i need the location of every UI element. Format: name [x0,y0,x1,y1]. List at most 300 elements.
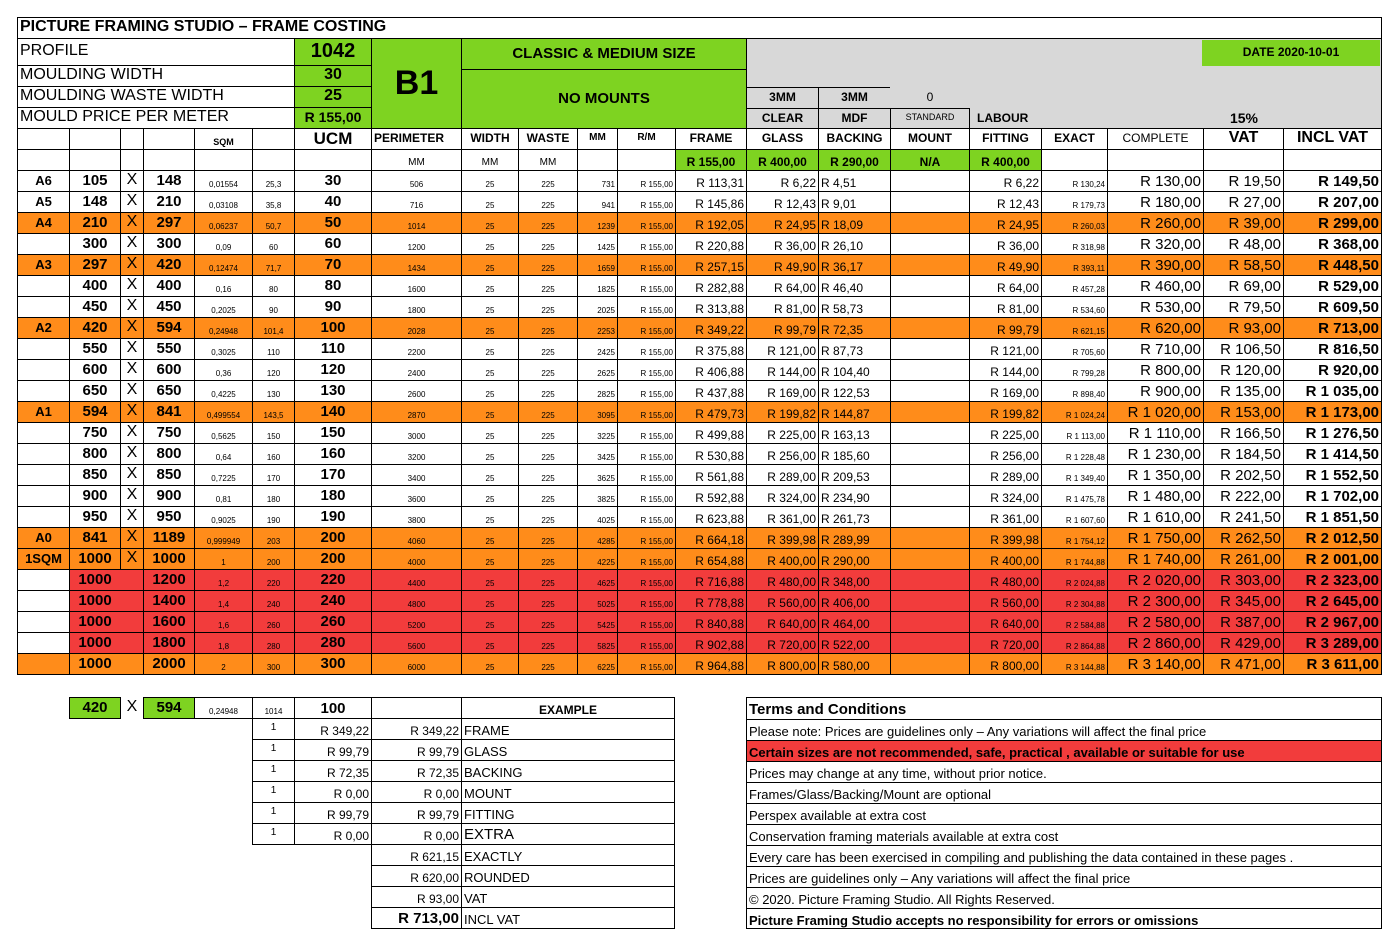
row-width[interactable]: 1000 [69,569,121,591]
row-vat[interactable]: R 79,50 [1203,296,1284,318]
col-mm[interactable]: MM [577,128,618,150]
row-waste-mm[interactable]: 225 [518,212,578,234]
row-frame[interactable]: R 778,88 [675,590,747,612]
row-exact[interactable]: R 1 113,00 [1041,422,1108,444]
example-ucm[interactable]: 100 [294,697,372,719]
row-x[interactable] [120,569,144,591]
row-sqm[interactable]: 1,8 [194,632,253,654]
row-vat[interactable]: R 387,00 [1203,611,1284,633]
row-complete[interactable]: R 260,00 [1107,212,1204,234]
terms-line[interactable]: Certain sizes are not recommended, safe, practical , available or suitable for use [747,740,1381,761]
row-waste-mm[interactable]: 225 [518,233,578,255]
row-width-mm[interactable]: 25 [461,422,519,444]
row-ucm-cm[interactable]: 130 [252,380,295,402]
row-rm[interactable]: R 155,00 [617,359,676,381]
row-mount[interactable] [890,191,970,213]
row-backing[interactable]: R 144,87 [818,401,891,423]
row-width[interactable]: 1000 [69,611,121,633]
row-incl-vat[interactable]: R 2 012,50 [1283,527,1382,549]
row-height[interactable]: 297 [143,212,195,234]
row-width-mm[interactable]: 25 [461,359,519,381]
row-size-label[interactable] [17,380,70,402]
row-fitting[interactable]: R 169,00 [969,380,1042,402]
row-width[interactable]: 550 [69,338,121,360]
col-backing[interactable]: BACKING [818,128,891,150]
row-width-mm[interactable]: 25 [461,233,519,255]
row-mm[interactable]: 3425 [577,443,618,465]
row-ucm-cm[interactable]: 25,3 [252,170,295,192]
example-summary-value[interactable]: R 93,00 [371,886,462,908]
row-backing[interactable]: R 209,53 [818,464,891,486]
row-width-mm[interactable]: 25 [461,611,519,633]
row-height[interactable]: 550 [143,338,195,360]
row-glass[interactable]: R 400,00 [746,548,819,570]
row-perimeter[interactable]: 2600 [371,380,462,402]
row-sqm[interactable]: 1,4 [194,590,253,612]
example-total[interactable]: R 0,00 [371,823,462,845]
row-sqm[interactable]: 0,5625 [194,422,253,444]
row-vat[interactable]: R 471,00 [1203,653,1284,675]
row-waste-mm[interactable]: 225 [518,380,578,402]
backing-thickness[interactable]: 3MM [818,87,891,109]
row-size-label[interactable] [17,464,70,486]
row-rm[interactable]: R 155,00 [617,317,676,339]
example-unit-price[interactable]: R 99,79 [294,802,372,824]
row-exact[interactable]: R 260,03 [1041,212,1108,234]
date-label[interactable]: DATE 2020-10-01 [1202,40,1380,66]
row-glass[interactable]: R 324,00 [746,485,819,507]
row-vat[interactable]: R 58,50 [1203,254,1284,276]
row-ucm[interactable]: 170 [294,464,372,486]
row-ucm-cm[interactable]: 150 [252,422,295,444]
row-mount[interactable] [890,170,970,192]
row-fitting[interactable]: R 199,82 [969,401,1042,423]
row-size-label[interactable]: A1 [17,401,70,423]
row-ucm-cm[interactable]: 180 [252,485,295,507]
row-width-mm[interactable]: 25 [461,296,519,318]
row-exact[interactable]: R 621,15 [1041,317,1108,339]
row-mm[interactable]: 2425 [577,338,618,360]
row-size-label[interactable] [17,296,70,318]
row-ucm[interactable]: 260 [294,611,372,633]
row-width-mm[interactable]: 25 [461,212,519,234]
row-fitting[interactable]: R 289,00 [969,464,1042,486]
row-incl-vat[interactable]: R 1 414,50 [1283,443,1382,465]
row-waste-mm[interactable]: 225 [518,506,578,528]
row-fitting[interactable]: R 400,00 [969,548,1042,570]
example-unit-price[interactable]: R 72,35 [294,760,372,782]
row-sqm[interactable]: 0,499554 [194,401,253,423]
row-x[interactable]: X [120,422,144,444]
row-complete[interactable]: R 390,00 [1107,254,1204,276]
row-backing[interactable]: R 261,73 [818,506,891,528]
row-x[interactable]: X [120,527,144,549]
row-backing[interactable]: R 185,60 [818,443,891,465]
example-summary-value[interactable]: R 713,00 [371,907,462,929]
row-width[interactable]: 900 [69,485,121,507]
moulding-width-value[interactable]: 30 [294,65,372,87]
row-height[interactable]: 1800 [143,632,195,654]
row-glass[interactable]: R 480,00 [746,569,819,591]
row-incl-vat[interactable]: R 149,50 [1283,170,1382,192]
profile-code[interactable]: B1 [371,38,462,129]
row-ucm[interactable]: 80 [294,275,372,297]
row-mm[interactable]: 1425 [577,233,618,255]
row-rm[interactable]: R 155,00 [617,527,676,549]
row-incl-vat[interactable]: R 2 323,00 [1283,569,1382,591]
row-frame[interactable]: R 406,88 [675,359,747,381]
row-exact[interactable]: R 1 228,48 [1041,443,1108,465]
moulding-waste-value[interactable]: 25 [294,86,372,108]
row-mm[interactable]: 1825 [577,275,618,297]
row-perimeter[interactable]: 716 [371,191,462,213]
row-height[interactable]: 850 [143,464,195,486]
price-mount[interactable]: N/A [890,149,970,171]
row-complete[interactable]: R 620,00 [1107,317,1204,339]
row-ucm-cm[interactable]: 203 [252,527,295,549]
example-summary-label[interactable]: ROUNDED [461,865,675,887]
vat-percentage[interactable]: 15% [1204,108,1284,129]
row-fitting[interactable]: R 800,00 [969,653,1042,675]
mould-price-label[interactable]: MOULD PRICE PER METER [17,107,295,129]
row-incl-vat[interactable]: R 3 289,00 [1283,632,1382,654]
row-size-label[interactable] [17,359,70,381]
row-fitting[interactable]: R 6,22 [969,170,1042,192]
terms-line[interactable]: Conservation framing materials available at extra cost [747,824,1381,845]
row-width[interactable]: 650 [69,380,121,402]
row-width-mm[interactable]: 25 [461,170,519,192]
row-vat[interactable]: R 261,00 [1203,548,1284,570]
row-complete[interactable]: R 1 610,00 [1107,506,1204,528]
row-backing[interactable]: R 289,99 [818,527,891,549]
example-qty[interactable]: 1 [252,781,295,803]
row-complete[interactable]: R 3 140,00 [1107,653,1204,675]
row-sqm[interactable]: 0,4225 [194,380,253,402]
example-item-label[interactable]: MOUNT [461,781,675,803]
row-perimeter[interactable]: 3600 [371,485,462,507]
row-rm[interactable]: R 155,00 [617,233,676,255]
backing-type[interactable]: MDF [818,108,891,129]
row-fitting[interactable]: R 324,00 [969,485,1042,507]
row-height[interactable]: 950 [143,506,195,528]
row-mount[interactable] [890,233,970,255]
row-exact[interactable]: R 2 304,88 [1041,590,1108,612]
row-width[interactable]: 1000 [69,590,121,612]
row-height[interactable]: 1189 [143,527,195,549]
row-glass[interactable]: R 640,00 [746,611,819,633]
row-exact[interactable]: R 534,60 [1041,296,1108,318]
row-complete[interactable]: R 1 740,00 [1107,548,1204,570]
col-incl-vat[interactable]: INCL VAT [1283,128,1382,150]
row-incl-vat[interactable]: R 713,00 [1283,317,1382,339]
row-rm[interactable]: R 155,00 [617,191,676,213]
row-exact[interactable]: R 2 024,88 [1041,569,1108,591]
row-sqm[interactable]: 0,16 [194,275,253,297]
col-sqm[interactable]: SQM [194,128,253,150]
row-backing[interactable]: R 580,00 [818,653,891,675]
row-rm[interactable]: R 155,00 [617,653,676,675]
row-waste-mm[interactable]: 225 [518,254,578,276]
row-incl-vat[interactable]: R 207,00 [1283,191,1382,213]
terms-line[interactable]: © 2020. Picture Framing Studio. All Rights Reserved. [747,887,1381,908]
price-glass[interactable]: R 400,00 [746,149,819,171]
example-sqm[interactable]: 0,24948 [194,697,253,719]
row-size-label[interactable] [17,443,70,465]
row-backing[interactable]: R 406,00 [818,590,891,612]
price-frame[interactable]: R 155,00 [675,149,747,171]
row-height[interactable]: 2000 [143,653,195,675]
row-incl-vat[interactable]: R 529,00 [1283,275,1382,297]
row-size-label[interactable] [17,485,70,507]
row-ucm-cm[interactable]: 170 [252,464,295,486]
row-exact[interactable]: R 705,60 [1041,338,1108,360]
row-ucm[interactable]: 190 [294,506,372,528]
row-height[interactable]: 450 [143,296,195,318]
row-glass[interactable]: R 225,00 [746,422,819,444]
row-perimeter[interactable]: 3200 [371,443,462,465]
row-x[interactable]: X [120,506,144,528]
row-vat[interactable]: R 69,00 [1203,275,1284,297]
row-glass[interactable]: R 361,00 [746,506,819,528]
row-frame[interactable]: R 592,88 [675,485,747,507]
row-width[interactable]: 750 [69,422,121,444]
col-waste[interactable]: WASTE [518,128,578,150]
row-x[interactable]: X [120,254,144,276]
row-ucm[interactable]: 110 [294,338,372,360]
mould-price-value[interactable]: R 155,00 [294,107,372,129]
row-mount[interactable] [890,422,970,444]
row-width-mm[interactable]: 25 [461,401,519,423]
row-sqm[interactable]: 0,81 [194,485,253,507]
row-glass[interactable]: R 99,79 [746,317,819,339]
row-height[interactable]: 148 [143,170,195,192]
row-glass[interactable]: R 81,00 [746,296,819,318]
row-perimeter[interactable]: 1800 [371,296,462,318]
row-sqm[interactable]: 0,999949 [194,527,253,549]
row-height[interactable]: 1200 [143,569,195,591]
row-mm[interactable]: 2825 [577,380,618,402]
row-width-mm[interactable]: 25 [461,506,519,528]
row-glass[interactable]: R 36,00 [746,233,819,255]
row-mount[interactable] [890,380,970,402]
row-x[interactable]: X [120,212,144,234]
row-sqm[interactable]: 0,7225 [194,464,253,486]
row-mount[interactable] [890,338,970,360]
row-exact[interactable]: R 2 864,88 [1041,632,1108,654]
row-fitting[interactable]: R 121,00 [969,338,1042,360]
row-perimeter[interactable]: 2400 [371,359,462,381]
row-sqm[interactable]: 2 [194,653,253,675]
row-width[interactable]: 850 [69,464,121,486]
row-fitting[interactable]: R 49,90 [969,254,1042,276]
row-width-mm[interactable]: 25 [461,380,519,402]
row-size-label[interactable]: 1SQM [17,548,70,570]
row-height[interactable]: 400 [143,275,195,297]
row-waste-mm[interactable]: 225 [518,632,578,654]
row-frame[interactable]: R 192,05 [675,212,747,234]
example-total[interactable]: R 349,22 [371,718,462,740]
row-width-mm[interactable]: 25 [461,254,519,276]
row-fitting[interactable]: R 560,00 [969,590,1042,612]
row-backing[interactable]: R 104,40 [818,359,891,381]
row-backing[interactable]: R 58,73 [818,296,891,318]
row-fitting[interactable]: R 256,00 [969,443,1042,465]
row-width-mm[interactable]: 25 [461,443,519,465]
row-rm[interactable]: R 155,00 [617,170,676,192]
row-perimeter[interactable]: 3400 [371,464,462,486]
row-width[interactable]: 400 [69,275,121,297]
row-width[interactable]: 420 [69,317,121,339]
row-waste-mm[interactable]: 225 [518,296,578,318]
row-complete[interactable]: R 180,00 [1107,191,1204,213]
row-height[interactable]: 1400 [143,590,195,612]
row-waste-mm[interactable]: 225 [518,191,578,213]
row-width-mm[interactable]: 25 [461,569,519,591]
row-mount[interactable] [890,485,970,507]
row-ucm[interactable]: 160 [294,443,372,465]
row-vat[interactable]: R 39,00 [1203,212,1284,234]
row-perimeter[interactable]: 4000 [371,548,462,570]
row-waste-mm[interactable]: 225 [518,443,578,465]
row-vat[interactable]: R 262,50 [1203,527,1284,549]
row-incl-vat[interactable]: R 368,00 [1283,233,1382,255]
row-width-mm[interactable]: 25 [461,464,519,486]
row-mm[interactable]: 1659 [577,254,618,276]
row-glass[interactable]: R 199,82 [746,401,819,423]
row-width[interactable]: 800 [69,443,121,465]
col-complete[interactable]: COMPLETE [1107,128,1204,150]
row-ucm-cm[interactable]: 240 [252,590,295,612]
row-incl-vat[interactable]: R 1 552,50 [1283,464,1382,486]
row-height[interactable]: 420 [143,254,195,276]
row-frame[interactable]: R 479,73 [675,401,747,423]
example-item-label[interactable]: EXTRA [461,823,675,845]
row-waste-mm[interactable]: 225 [518,338,578,360]
row-ucm[interactable]: 300 [294,653,372,675]
row-frame[interactable]: R 349,22 [675,317,747,339]
profile-value[interactable]: 1042 [294,38,372,66]
row-backing[interactable]: R 234,90 [818,485,891,507]
unit-perimeter[interactable]: MM [371,149,462,171]
row-frame[interactable]: R 902,88 [675,632,747,654]
row-mount[interactable] [890,212,970,234]
row-ucm[interactable]: 200 [294,548,372,570]
row-glass[interactable]: R 800,00 [746,653,819,675]
row-frame[interactable]: R 220,88 [675,233,747,255]
row-glass[interactable]: R 12,43 [746,191,819,213]
row-height[interactable]: 600 [143,359,195,381]
row-exact[interactable]: R 3 144,88 [1041,653,1108,675]
row-height[interactable]: 1000 [143,548,195,570]
row-ucm-cm[interactable]: 101,4 [252,317,295,339]
row-sqm[interactable]: 0,12474 [194,254,253,276]
row-height[interactable]: 841 [143,401,195,423]
row-width[interactable]: 841 [69,527,121,549]
example-summary-label[interactable]: EXACTLY [461,844,675,866]
row-complete[interactable]: R 900,00 [1107,380,1204,402]
row-sqm[interactable]: 0,3025 [194,338,253,360]
row-complete[interactable]: R 2 300,00 [1107,590,1204,612]
row-ucm-cm[interactable]: 110 [252,338,295,360]
row-exact[interactable]: R 1 349,40 [1041,464,1108,486]
row-width-mm[interactable]: 25 [461,590,519,612]
col-ucm[interactable]: UCM [294,128,372,150]
row-fitting[interactable]: R 36,00 [969,233,1042,255]
terms-line[interactable]: Perspex available at extra cost [747,803,1381,824]
row-size-label[interactable] [17,653,70,675]
example-total[interactable]: R 99,79 [371,739,462,761]
row-x[interactable]: X [120,296,144,318]
row-height[interactable]: 1600 [143,611,195,633]
row-vat[interactable]: R 48,00 [1203,233,1284,255]
row-exact[interactable]: R 130,24 [1041,170,1108,192]
row-waste-mm[interactable]: 225 [518,464,578,486]
row-complete[interactable]: R 1 110,00 [1107,422,1204,444]
row-backing[interactable]: R 18,09 [818,212,891,234]
mount-count[interactable]: 0 [890,87,970,109]
row-size-label[interactable] [17,338,70,360]
row-rm[interactable]: R 155,00 [617,548,676,570]
mount-type[interactable]: STANDARD [890,108,970,129]
row-waste-mm[interactable]: 225 [518,611,578,633]
style-label[interactable]: CLASSIC & MEDIUM SIZE [461,38,747,70]
row-backing[interactable]: R 4,51 [818,170,891,192]
row-mm[interactable]: 2025 [577,296,618,318]
row-width-mm[interactable]: 25 [461,548,519,570]
row-exact[interactable]: R 799,28 [1041,359,1108,381]
row-size-label[interactable]: A0 [17,527,70,549]
row-width[interactable]: 148 [69,191,121,213]
row-backing[interactable]: R 9,01 [818,191,891,213]
row-ucm[interactable]: 130 [294,380,372,402]
row-mount[interactable] [890,317,970,339]
row-exact[interactable]: R 1 607,60 [1041,506,1108,528]
row-vat[interactable]: R 166,50 [1203,422,1284,444]
row-complete[interactable]: R 2 020,00 [1107,569,1204,591]
row-exact[interactable]: R 1 475,78 [1041,485,1108,507]
row-vat[interactable]: R 222,00 [1203,485,1284,507]
row-complete[interactable]: R 1 230,00 [1107,443,1204,465]
row-glass[interactable]: R 64,00 [746,275,819,297]
row-sqm[interactable]: 0,01554 [194,170,253,192]
row-width[interactable]: 600 [69,359,121,381]
row-fitting[interactable]: R 24,95 [969,212,1042,234]
row-exact[interactable]: R 179,73 [1041,191,1108,213]
row-fitting[interactable]: R 225,00 [969,422,1042,444]
row-incl-vat[interactable]: R 3 611,00 [1283,653,1382,675]
row-width-mm[interactable]: 25 [461,527,519,549]
row-mount[interactable] [890,569,970,591]
row-height[interactable]: 900 [143,485,195,507]
row-incl-vat[interactable]: R 920,00 [1283,359,1382,381]
row-width-mm[interactable]: 25 [461,485,519,507]
row-frame[interactable]: R 375,88 [675,338,747,360]
example-item-label[interactable]: FITTING [461,802,675,824]
row-ucm-cm[interactable]: 60 [252,233,295,255]
row-sqm[interactable]: 0,36 [194,359,253,381]
row-size-label[interactable]: A2 [17,317,70,339]
row-height[interactable]: 750 [143,422,195,444]
row-sqm[interactable]: 0,9025 [194,506,253,528]
row-backing[interactable]: R 72,35 [818,317,891,339]
row-fitting[interactable]: R 12,43 [969,191,1042,213]
row-glass[interactable]: R 720,00 [746,632,819,654]
row-backing[interactable]: R 122,53 [818,380,891,402]
row-waste-mm[interactable]: 225 [518,422,578,444]
row-size-label[interactable]: A5 [17,191,70,213]
unit-waste[interactable]: MM [518,149,578,171]
row-mount[interactable] [890,653,970,675]
